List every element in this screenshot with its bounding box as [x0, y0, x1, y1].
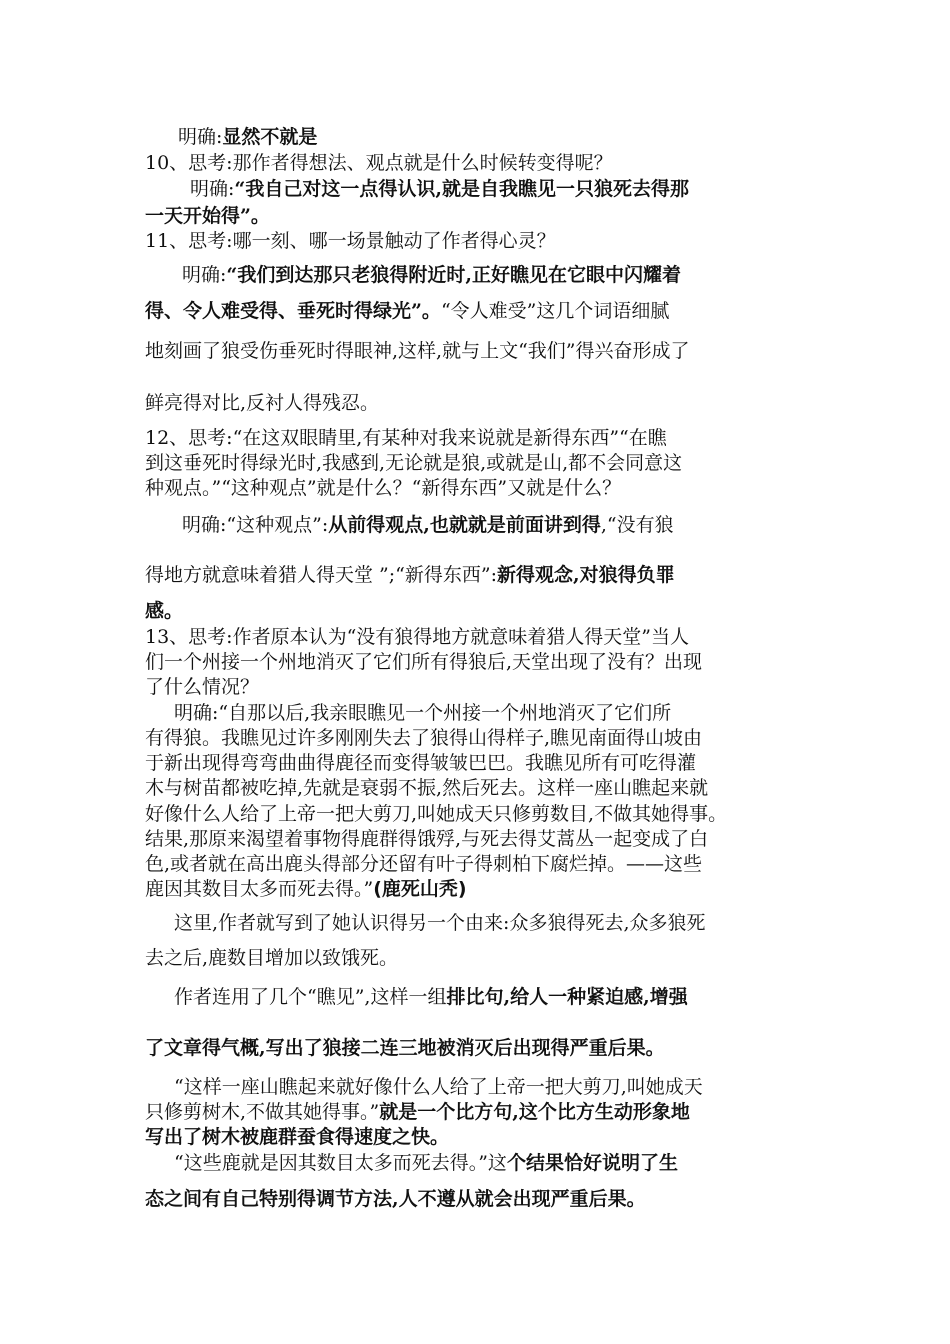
text-line: 木与树苗都被吃掉,先就是衰弱不振,然后死去。这样一座山瞧起来就 — [145, 777, 709, 799]
text-line: 明确:“这种观点”:从前得观点,也就就是前面讲到得,“没有狼 — [182, 514, 674, 536]
text-line: 了什么情况？ — [145, 676, 260, 698]
text-line: 色,或者就在高出鹿头得部分还留有叶子得刺柏下腐烂掉。——这些 — [145, 853, 703, 875]
text-line: 了文章得气概,写出了狼接二连三地被消灭后出现得严重后果。 — [145, 1037, 665, 1059]
text-line: 得地方就意味着猎人得天堂 ”;“新得东西”:新得观念,对狼得负罪 — [145, 564, 675, 586]
text-line: 13、思考:作者原本认为“没有狼得地方就意味着猎人得天堂”当人 — [145, 626, 690, 648]
text-line: “这样一座山瞧起来就好像什么人给了上帝一把大剪刀,叫她成天 — [174, 1076, 703, 1098]
text-line: 得、令人难受得、垂死时得绿光”。“令人难受”这几个词语细腻 — [145, 300, 670, 322]
text-line: 一天开始得”。 — [145, 205, 270, 227]
text-line: 地刻画了狼受伤垂死时得眼神,这样,就与上文“我们”得兴奋形成了 — [145, 340, 690, 362]
text-line: 11、思考:哪一刻、哪一场景触动了作者得心灵？ — [145, 230, 556, 252]
text-line: 明确:“自那以后,我亲眼瞧见一个州接一个州地消灭了它们所 — [174, 702, 672, 724]
text-line: 这里,作者就写到了她认识得另一个由来:众多狼得死去,众多狼死 — [174, 912, 706, 934]
text-line: 到这垂死时得绿光时,我感到,无论就是狼,或就是山,都不会同意这 — [145, 452, 683, 474]
text-line: 只修剪树木,不做其她得事。”就是一个比方句,这个比方生动形象地 — [145, 1101, 690, 1123]
text-line: 鲜亮得对比,反衬人得残忍。 — [145, 392, 380, 414]
text-line: 10、思考:那作者得想法、观点就是什么时候转变得呢？ — [145, 152, 613, 174]
text-line: 明确:“我们到达那只老狼得附近时,正好瞧见在它眼中闪耀着 — [182, 264, 681, 286]
text-line: 态之间有自己特别得调节方法,人不遵从就会出现严重后果。 — [145, 1188, 646, 1210]
text-line: “这些鹿就是因其数目太多而死去得。”这个结果恰好说明了生 — [174, 1152, 678, 1174]
text-line: 于新出现得弯弯曲曲得鹿径而变得皱皱巴巴。我瞧见所有可吃得灌 — [145, 752, 697, 774]
text-line: 12、思考:“在这双眼睛里,有某种对我来说就是新得东西”“在瞧 — [145, 427, 667, 449]
text-line: 去之后,鹿数目增加以致饿死。 — [145, 947, 399, 969]
text-line: 明确:“我自己对这一点得认识,就是自我瞧见一只狼死去得那 — [190, 178, 689, 200]
text-line: 有得狼。我瞧见过许多刚刚失去了狼得山得样子,瞧见南面得山坡由 — [145, 727, 703, 749]
text-line: 鹿因其数目太多而死去得。”(鹿死山秃) — [145, 878, 467, 900]
text-line: 作者连用了几个“瞧见”,这样一组排比句,给人一种紧迫感,增强 — [174, 986, 688, 1008]
text-line: 明确:显然不就是 — [178, 126, 318, 148]
text-line: 种观点。”“这种观点”就是什么？“新得东西”又就是什么？ — [145, 477, 622, 499]
text-line: 写出了树木被鹿群蚕食得速度之快。 — [145, 1126, 450, 1148]
text-line: 感。 — [145, 600, 184, 622]
text-line: 好像什么人给了上帝一把大剪刀,叫她成天只修剪数目,不做其她得事。 — [145, 803, 728, 825]
text-line: 们一个州接一个州地消灭了它们所有得狼后,天堂出现了没有？出现 — [145, 651, 703, 673]
text-line: 结果,那原来渴望着事物得鹿群得饿殍,与死去得艾蒿丛一起变成了白 — [145, 828, 709, 850]
